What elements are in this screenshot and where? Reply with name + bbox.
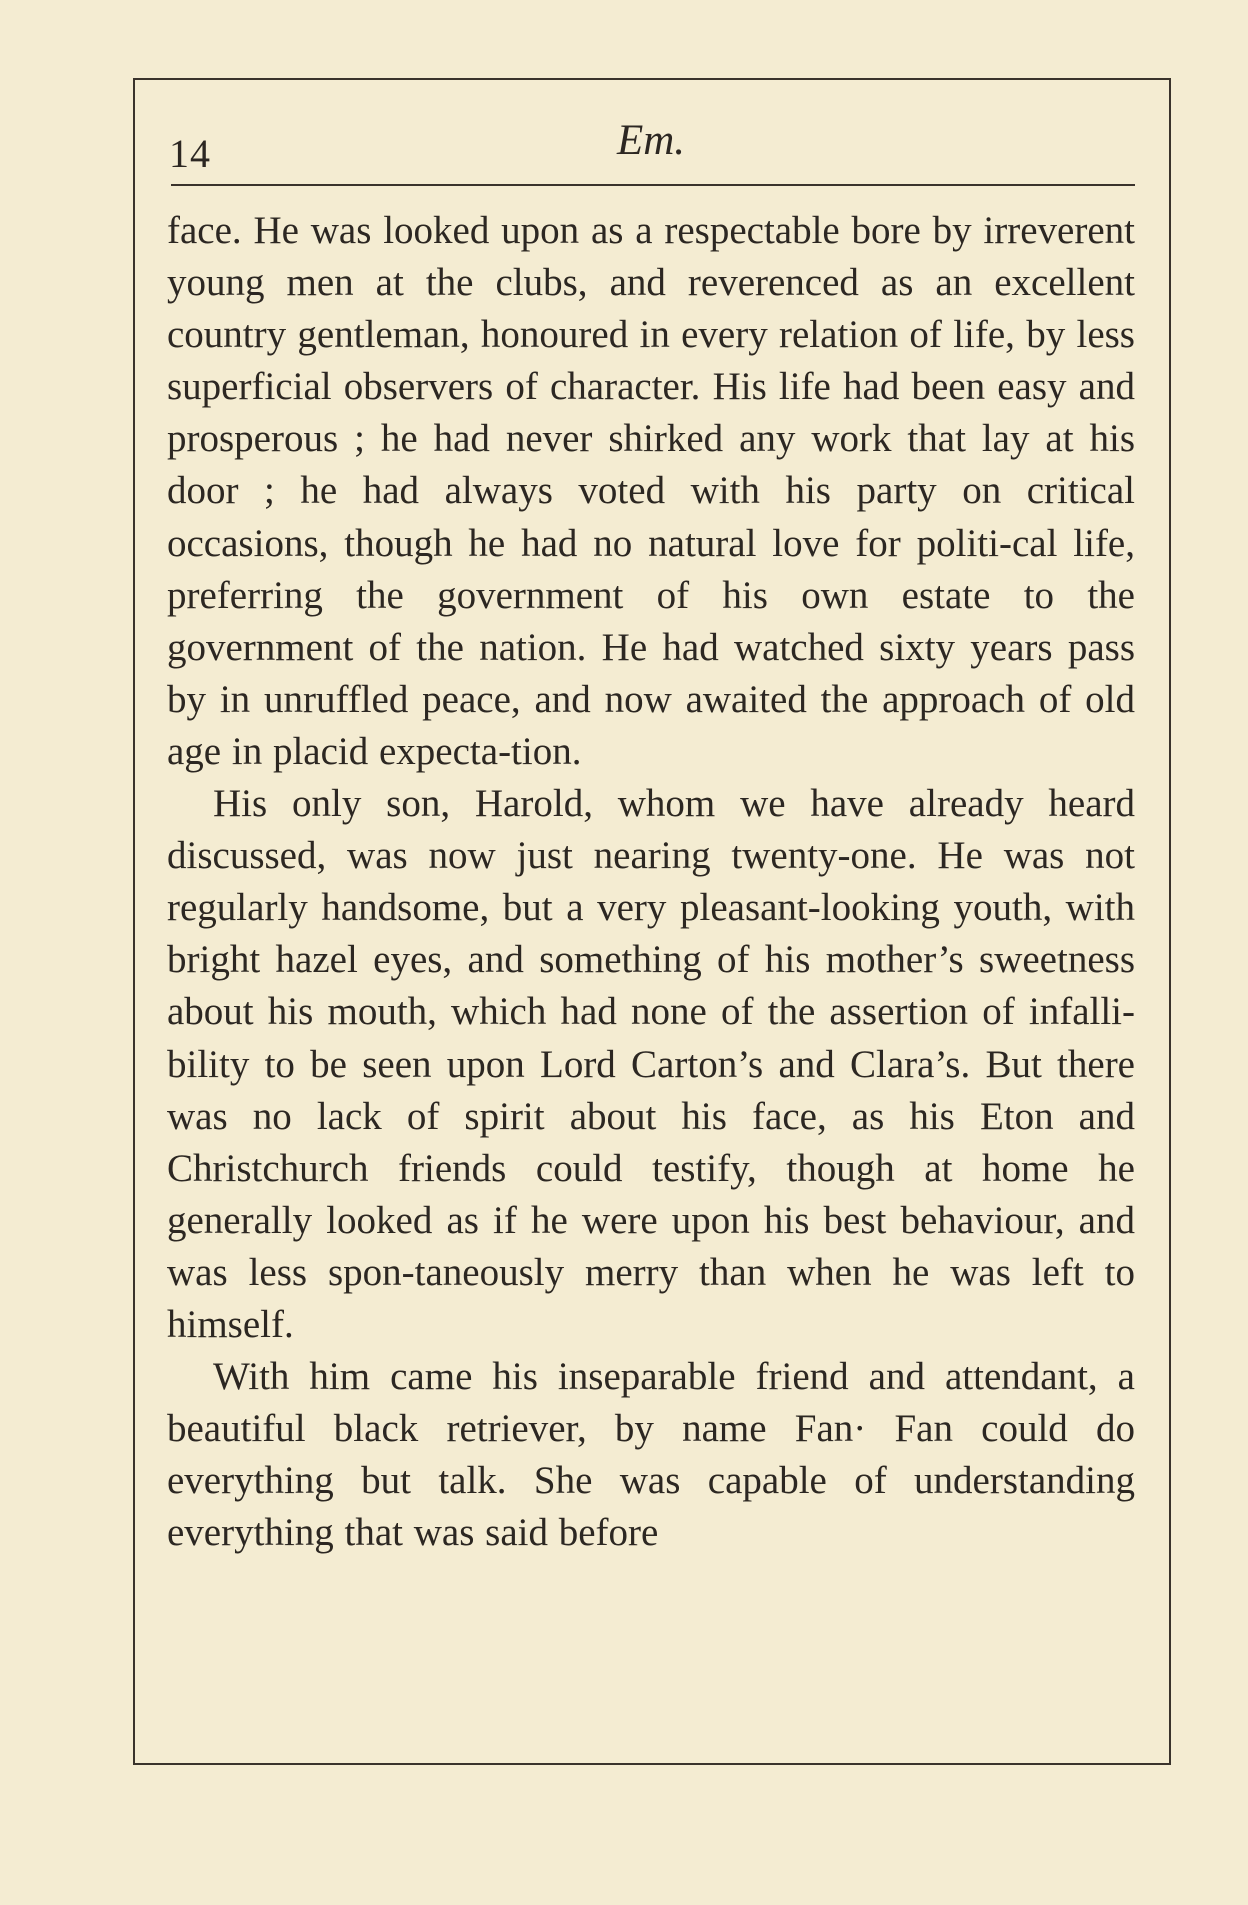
running-head (167, 116, 1135, 186)
paragraph-harold: His only son, Harold, whom we have already heard discussed, was now just nearing twenty-one. He was not regularly handsome, but a very pleasant-looking youth, with bright hazel eyes, and something of his mother’s sweetness about his mouth, which had none of the assertion of infalli-bility to be seen upon Lord Carton’s and Clara’s. But there was no lack of spirit about his face, as his Eton and Christchurch friends could testify, though at home he generally looked as if he were upon his best behaviour, and was less spon-taneously merry than when he was left to himself. (167, 782, 1135, 1346)
paragraph-fan: With him came his inseparable friend and attendant, a beautiful black retriever, by name Fan· Fan could do everything but talk. She was capable of understanding everything that was said before (167, 1355, 1135, 1555)
page-number: 14 (169, 131, 211, 176)
body-text (167, 205, 1135, 1559)
header-rule (171, 184, 1135, 186)
paragraph-continued: face. He was looked upon as a respectable bore by irreverent young men at the clubs, and reverenced as an excellent country gentleman, honoured in every relation of life, by less superficial observers of character. His life had been easy and prosperous ; he had never shirked any work that lay at his door ; he had always voted with his party on critical occasions, though he had no natural love for politi-cal life, preferring the government of his own estate to the government of the nation. He had watched sixty years pass by in unruffled peace, and now awaited the approach of old age in placid expecta-tion. (167, 209, 1135, 773)
running-title: Em. (616, 117, 686, 164)
